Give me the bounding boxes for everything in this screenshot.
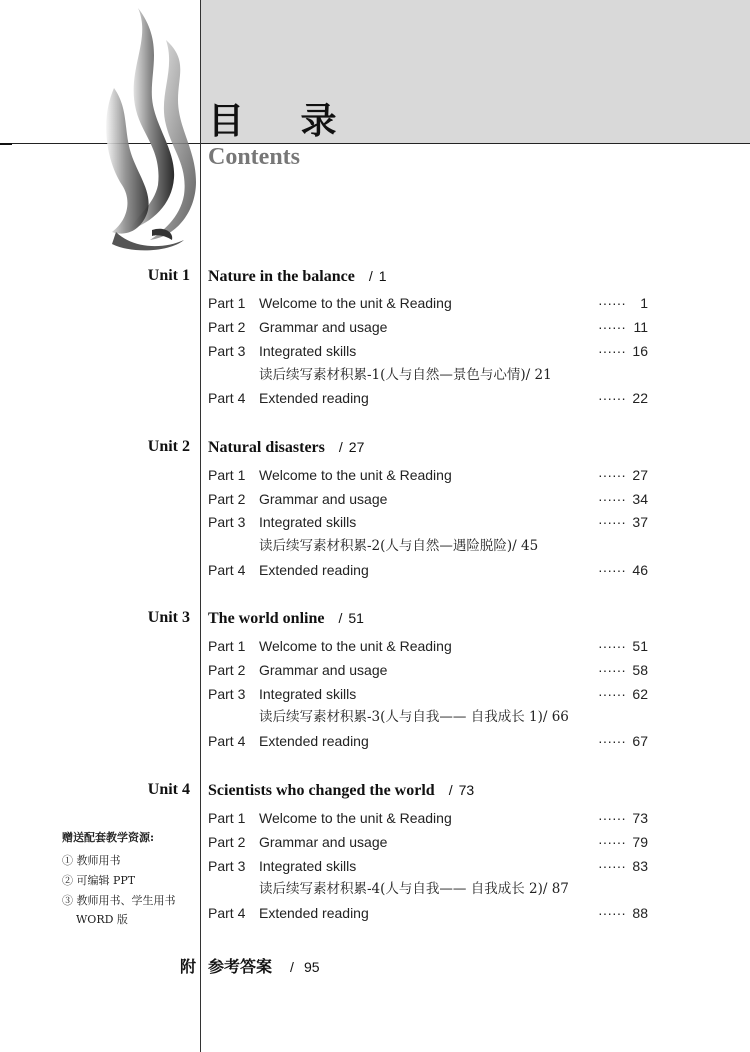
dot-leader: ······	[598, 467, 626, 483]
unit-1-page: 1	[378, 268, 387, 284]
part-description: Extended reading	[259, 390, 369, 406]
unit-3-label: Unit 3	[147, 609, 190, 626]
part-description: Extended reading	[259, 905, 369, 921]
unit-3-title: The world online	[208, 610, 325, 627]
unit-4-part-2-entry[interactable]	[208, 833, 648, 851]
unit-3-part-4-entry[interactable]	[208, 732, 648, 750]
bonus-resources-note	[62, 829, 198, 929]
part-label: Part 3	[208, 686, 246, 702]
part-page: 27	[632, 467, 648, 483]
unit-3-part-1-entry[interactable]	[208, 637, 648, 655]
unit-2-part-1-entry[interactable]	[208, 466, 648, 484]
unit-4-label: Unit 4	[147, 781, 190, 798]
unit-3-part-2-entry[interactable]	[208, 661, 648, 679]
appendix-separator: /	[290, 959, 294, 975]
dot-leader: ······	[598, 905, 626, 921]
part-label: Part 1	[208, 810, 246, 826]
part-description: Grammar and usage	[259, 662, 388, 678]
part-description: Extended reading	[259, 562, 369, 578]
part-page: 16	[632, 343, 648, 359]
header-rule-left-mark	[0, 143, 12, 145]
dot-leader: ······	[598, 686, 626, 702]
part-page: 22	[632, 390, 648, 406]
part-page: 79	[632, 834, 648, 850]
part-page: 67	[632, 733, 648, 749]
part-label: Part 3	[208, 858, 246, 874]
dot-leader: ······	[598, 319, 626, 335]
unit-1-part-4-entry[interactable]	[208, 389, 648, 407]
part-page: 88	[632, 905, 648, 921]
unit-1-part-3-entry[interactable]	[208, 342, 648, 360]
unit-4-part-4-entry[interactable]	[208, 904, 648, 922]
resources-title: 赠送配套教学资源:	[62, 831, 155, 844]
dot-leader: ······	[598, 638, 626, 654]
part-description: Grammar and usage	[259, 319, 388, 335]
resource-item-1: ① 教师用书	[62, 854, 121, 867]
dot-leader: ······	[598, 390, 626, 406]
resource-item-3-continued: WORD 版	[76, 913, 128, 926]
part-description: Grammar and usage	[259, 834, 388, 850]
unit-1-label: Unit 1	[147, 267, 190, 284]
part-label: Part 3	[208, 343, 246, 359]
unit-4-title: Scientists who changed the world	[208, 782, 435, 799]
part-label: Part 2	[208, 662, 246, 678]
unit-1-part-1-entry[interactable]	[208, 294, 648, 312]
part-description: Integrated skills	[259, 858, 357, 874]
part-page: 34	[632, 491, 648, 507]
unit-2-part-4-entry[interactable]	[208, 561, 648, 579]
unit-1-separator: /	[368, 268, 373, 284]
part-label: Part 2	[208, 834, 246, 850]
resource-item-2: ② 可编辑 PPT	[62, 874, 136, 887]
dot-leader: ······	[598, 858, 626, 874]
part-label: Part 4	[208, 905, 246, 921]
unit-2-writing-material-entry[interactable]: 读后续写素材积累-2(人与自然—遇险脱险)/ 45	[259, 538, 539, 554]
part-description: Integrated skills	[259, 686, 357, 702]
unit-3-separator: /	[338, 610, 343, 626]
appendix-page: 95	[304, 959, 320, 975]
dot-leader: ······	[598, 514, 626, 530]
part-description: Grammar and usage	[259, 491, 388, 507]
contents-title-chinese: 目 录	[208, 100, 359, 142]
unit-4-writing-material-entry[interactable]: 读后续写素材积累-4(人与自我—— 自我成长 2)/ 87	[259, 881, 569, 897]
unit-2-page: 27	[348, 439, 365, 455]
unit-4-part-3-entry[interactable]	[208, 857, 648, 875]
part-label: Part 2	[208, 319, 246, 335]
part-description: Integrated skills	[259, 514, 357, 530]
part-page: 46	[632, 562, 648, 578]
dot-leader: ······	[598, 834, 626, 850]
unit-4-separator: /	[448, 782, 453, 798]
unit-2-part-3-entry[interactable]	[208, 513, 648, 531]
unit-4-page: 73	[458, 782, 475, 798]
part-page: 1	[640, 295, 648, 311]
appendix-entry[interactable]	[0, 956, 750, 978]
unit-1-writing-material-entry[interactable]: 读后续写素材积累-1(人与自然—景色与心情)/ 21	[259, 367, 552, 383]
dot-leader: ······	[598, 733, 626, 749]
unit-3-writing-material-entry[interactable]: 读后续写素材积累-3(人与自我—— 自我成长 1)/ 66	[259, 709, 569, 725]
part-label: Part 4	[208, 390, 246, 406]
contents-title-english: Contents	[208, 144, 301, 170]
part-page: 51	[632, 638, 648, 654]
unit-2-separator: /	[338, 439, 343, 455]
unit-1-title: Nature in the balance	[208, 268, 355, 285]
part-description: Integrated skills	[259, 343, 357, 359]
unit-1-part-2-entry[interactable]	[208, 318, 648, 336]
part-label: Part 1	[208, 638, 246, 654]
flame-icon	[92, 0, 202, 255]
part-label: Part 4	[208, 733, 246, 749]
part-description: Welcome to the unit & Reading	[259, 810, 452, 826]
dot-leader: ······	[598, 295, 626, 311]
part-label: Part 2	[208, 491, 246, 507]
part-label: Part 4	[208, 562, 246, 578]
unit-3-part-3-entry[interactable]	[208, 685, 648, 703]
part-page: 11	[633, 319, 648, 335]
part-label: Part 1	[208, 295, 246, 311]
dot-leader: ······	[598, 343, 626, 359]
part-description: Welcome to the unit & Reading	[259, 638, 452, 654]
dot-leader: ······	[598, 491, 626, 507]
unit-2-part-2-entry[interactable]	[208, 490, 648, 508]
unit-3-page: 51	[348, 610, 364, 626]
part-description: Extended reading	[259, 733, 369, 749]
appendix-prefix: 附	[179, 957, 196, 976]
unit-2-title-line[interactable]	[208, 437, 364, 458]
dot-leader: ······	[598, 562, 626, 578]
unit-2-title: Natural disasters	[208, 439, 325, 456]
unit-2-label: Unit 2	[147, 438, 190, 455]
part-description: Welcome to the unit & Reading	[259, 467, 452, 483]
part-page: 37	[632, 514, 648, 530]
part-page: 73	[632, 810, 648, 826]
dot-leader: ······	[598, 662, 626, 678]
unit-4-part-1-entry[interactable]	[208, 809, 648, 827]
part-page: 83	[632, 858, 648, 874]
part-page: 62	[632, 686, 648, 702]
appendix-title: 参考答案	[208, 957, 273, 976]
part-label: Part 3	[208, 514, 246, 530]
unit-4-title-line[interactable]	[208, 780, 474, 801]
part-description: Welcome to the unit & Reading	[259, 295, 452, 311]
resource-item-3: ③ 教师用书、学生用书	[62, 894, 176, 907]
part-label: Part 1	[208, 467, 246, 483]
unit-1-title-line[interactable]	[208, 266, 387, 287]
part-page: 58	[632, 662, 648, 678]
dot-leader: ······	[598, 810, 626, 826]
unit-3-title-line[interactable]	[208, 608, 364, 629]
